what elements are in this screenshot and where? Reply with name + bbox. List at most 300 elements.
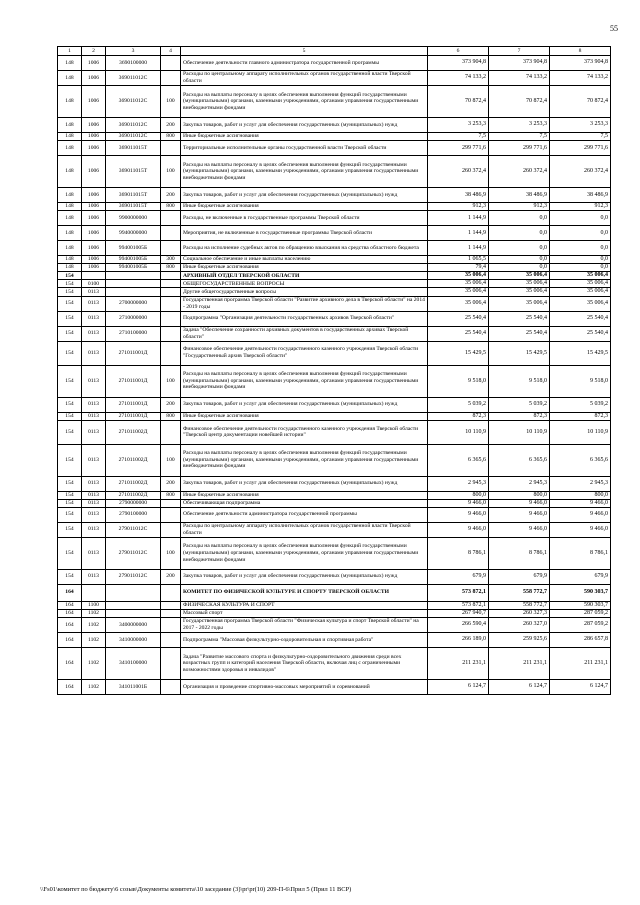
- cell-section-code: 1102: [82, 647, 106, 679]
- cell-section-code: [82, 584, 106, 601]
- cell-amount-year2: 9 466,0: [489, 522, 550, 537]
- cell-amount-year1: 260 372,4: [428, 156, 489, 188]
- cell-target-code: [106, 288, 161, 296]
- cell-expense-type: [161, 71, 181, 86]
- cell-expense-type: [161, 288, 181, 296]
- cell-description: Финансовое обеспечение деятельности государственного казенного учреждения Тверской области "Государственный архив Тверской области": [181, 341, 428, 365]
- cell-amount-year2: 260 327,3: [489, 609, 550, 617]
- cell-description: Закупка товаров, работ и услуг для обеспечения государственных (муниципальных) нужд: [181, 397, 428, 412]
- cell-amount-year1: 6 365,6: [428, 444, 489, 476]
- table-row: [58, 584, 611, 601]
- table-row: [58, 420, 611, 444]
- cell-admin-code: 148: [58, 133, 82, 141]
- cell-amount-year3: 6 365,6: [550, 444, 611, 476]
- cell-amount-year1: 38 486,9: [428, 188, 489, 203]
- cell-admin-code: 148: [58, 86, 82, 118]
- cell-target-code: [106, 609, 161, 617]
- cell-target-code: 369011012С: [106, 71, 161, 86]
- cell-amount-year3: 35 006,4: [550, 280, 611, 288]
- budget-table: [57, 46, 611, 695]
- cell-admin-code: 148: [58, 226, 82, 241]
- cell-expense-type: [161, 226, 181, 241]
- cell-target-code: 994001005Б: [106, 241, 161, 256]
- cell-admin-code: 154: [58, 326, 82, 341]
- table-row: [58, 609, 611, 617]
- cell-amount-year2: 800,0: [489, 491, 550, 499]
- cell-expense-type: 100: [161, 444, 181, 476]
- cell-expense-type: [161, 632, 181, 647]
- cell-description: Расходы на исполнение судебных актов по обращению взыскания на средства областного бюджета: [181, 241, 428, 256]
- cell-expense-type: 800: [161, 203, 181, 211]
- cell-amount-year3: 912,3: [550, 203, 611, 211]
- cell-amount-year1: 1 144,9: [428, 211, 489, 226]
- table-row: [58, 326, 611, 341]
- cell-admin-code: 148: [58, 56, 82, 71]
- cell-amount-year3: 211 231,1: [550, 647, 611, 679]
- cell-amount-year2: 373 904,8: [489, 56, 550, 71]
- cell-target-code: 271011002Д: [106, 491, 161, 499]
- cell-amount-year2: 35 006,4: [489, 272, 550, 280]
- cell-amount-year1: 74 133,2: [428, 71, 489, 86]
- cell-description: Обеспечивающая подпрограмма: [181, 499, 428, 507]
- cell-amount-year3: 7,5: [550, 133, 611, 141]
- cell-description: Иные бюджетные ассигнования: [181, 412, 428, 420]
- cell-section-code: 1006: [82, 241, 106, 256]
- cell-amount-year1: 266 189,0: [428, 632, 489, 647]
- table-row: [58, 491, 611, 499]
- cell-target-code: 3400000000: [106, 617, 161, 632]
- cell-section-code: 0113: [82, 326, 106, 341]
- cell-description: Расходы на выплаты персоналу в целях обеспечения выполнения функций государственными (муниципальными) органами, казенными учреждениями, органами управления государственными внебюджетными фондами: [181, 444, 428, 476]
- page-number: 55: [610, 24, 618, 33]
- cell-description: Иные бюджетные ассигнования: [181, 203, 428, 211]
- cell-amount-year3: 35 006,4: [550, 296, 611, 311]
- cell-target-code: 271011002Д: [106, 444, 161, 476]
- cell-amount-year2: 558 772,7: [489, 601, 550, 609]
- cell-amount-year3: 299 771,6: [550, 141, 611, 156]
- cell-amount-year2: 2 945,3: [489, 476, 550, 491]
- cell-target-code: 9900000000: [106, 211, 161, 226]
- cell-amount-year1: 3 253,3: [428, 118, 489, 133]
- col-header: 2: [82, 47, 106, 56]
- cell-section-code: 0113: [82, 412, 106, 420]
- cell-admin-code: 148: [58, 203, 82, 211]
- table-row: [58, 156, 611, 188]
- cell-amount-year1: 9 466,0: [428, 499, 489, 507]
- table-row: [58, 397, 611, 412]
- cell-amount-year3: 0,0: [550, 226, 611, 241]
- cell-target-code: 2790100000: [106, 507, 161, 522]
- cell-expense-type: [161, 272, 181, 280]
- cell-amount-year1: 6 124,7: [428, 679, 489, 694]
- cell-target-code: 994001005Б: [106, 264, 161, 272]
- cell-section-code: 1006: [82, 256, 106, 264]
- cell-target-code: 271011002Д: [106, 420, 161, 444]
- cell-section-code: 1102: [82, 679, 106, 694]
- cell-admin-code: 164: [58, 617, 82, 632]
- cell-target-code: 994001005Б: [106, 256, 161, 264]
- cell-amount-year2: 35 006,4: [489, 280, 550, 288]
- cell-admin-code: 148: [58, 118, 82, 133]
- table-row: [58, 71, 611, 86]
- table-row: [58, 296, 611, 311]
- cell-admin-code: 154: [58, 569, 82, 584]
- col-header: 3: [106, 47, 161, 56]
- cell-amount-year3: 0,0: [550, 264, 611, 272]
- cell-expense-type: [161, 522, 181, 537]
- cell-amount-year3: 70 872,4: [550, 86, 611, 118]
- cell-description: Другие общегосударственные вопросы: [181, 288, 428, 296]
- table-row: [58, 365, 611, 397]
- cell-description: Закупка товаров, работ и услуг для обеспечения государственных (муниципальных) нужд: [181, 476, 428, 491]
- table-row: [58, 647, 611, 679]
- cell-expense-type: 100: [161, 86, 181, 118]
- cell-admin-code: 154: [58, 280, 82, 288]
- cell-target-code: [106, 601, 161, 609]
- cell-amount-year1: 2 945,3: [428, 476, 489, 491]
- cell-amount-year3: 10 110,9: [550, 420, 611, 444]
- cell-amount-year2: 0,0: [489, 211, 550, 226]
- cell-amount-year1: 15 429,5: [428, 341, 489, 365]
- cell-description: Расходы на выплаты персоналу в целях обеспечения выполнения функций государственными (муниципальными) органами, казенными учреждениями, органами управления государственными внебюджетными фондами: [181, 86, 428, 118]
- cell-amount-year2: 9 466,0: [489, 499, 550, 507]
- table-row: [58, 679, 611, 694]
- cell-amount-year2: 260 372,4: [489, 156, 550, 188]
- cell-admin-code: 154: [58, 522, 82, 537]
- cell-admin-code: 154: [58, 507, 82, 522]
- cell-target-code: 279011012С: [106, 522, 161, 537]
- table-row: [58, 412, 611, 420]
- cell-admin-code: 154: [58, 272, 82, 280]
- cell-amount-year3: 9 466,0: [550, 507, 611, 522]
- cell-target-code: 369011015Т: [106, 188, 161, 203]
- cell-expense-type: 100: [161, 365, 181, 397]
- cell-amount-year2: 679,9: [489, 569, 550, 584]
- cell-amount-year3: 74 133,2: [550, 71, 611, 86]
- cell-amount-year2: 7,5: [489, 133, 550, 141]
- cell-amount-year3: 9 518,0: [550, 365, 611, 397]
- cell-section-code: 0113: [82, 476, 106, 491]
- cell-target-code: 9940000000: [106, 226, 161, 241]
- cell-amount-year2: 5 039,2: [489, 397, 550, 412]
- cell-expense-type: [161, 280, 181, 288]
- cell-expense-type: [161, 617, 181, 632]
- cell-expense-type: [161, 499, 181, 507]
- cell-expense-type: [161, 601, 181, 609]
- cell-admin-code: 154: [58, 420, 82, 444]
- cell-target-code: 369011012С: [106, 133, 161, 141]
- cell-expense-type: [161, 507, 181, 522]
- cell-section-code: 1102: [82, 609, 106, 617]
- cell-amount-year3: 679,9: [550, 569, 611, 584]
- cell-target-code: [106, 280, 161, 288]
- cell-admin-code: 164: [58, 601, 82, 609]
- cell-amount-year3: 25 540,4: [550, 311, 611, 326]
- cell-section-code: 1006: [82, 118, 106, 133]
- cell-amount-year2: 211 231,1: [489, 647, 550, 679]
- cell-admin-code: 154: [58, 288, 82, 296]
- cell-section-code: 0113: [82, 507, 106, 522]
- cell-admin-code: 148: [58, 241, 82, 256]
- cell-description: Государственная программа Тверской области "Развитие архивного дела в Тверской области" на 2014 - 2019 годы: [181, 296, 428, 311]
- cell-admin-code: 154: [58, 311, 82, 326]
- cell-admin-code: 154: [58, 412, 82, 420]
- cell-expense-type: [161, 141, 181, 156]
- cell-description: АРХИВНЫЙ ОТДЕЛ ТВЕРСКОЙ ОБЛАСТИ: [181, 272, 428, 280]
- cell-amount-year2: 35 006,4: [489, 296, 550, 311]
- cell-amount-year3: 25 540,4: [550, 326, 611, 341]
- table-row: [58, 507, 611, 522]
- cell-admin-code: 154: [58, 296, 82, 311]
- cell-admin-code: 148: [58, 188, 82, 203]
- cell-section-code: 1102: [82, 617, 106, 632]
- table-row: [58, 86, 611, 118]
- col-header: 7: [489, 47, 550, 56]
- cell-amount-year3: 8 786,1: [550, 537, 611, 569]
- table-row: [58, 601, 611, 609]
- cell-description: Задача "Обеспечение сохранности архивных документов в государственных архивах Тверской области": [181, 326, 428, 341]
- cell-description: Мероприятия, не включенные в государственные программы Тверской области: [181, 226, 428, 241]
- cell-amount-year3: 287 059,2: [550, 617, 611, 632]
- cell-amount-year3: 0,0: [550, 211, 611, 226]
- cell-amount-year2: 872,3: [489, 412, 550, 420]
- cell-amount-year1: 5 039,2: [428, 397, 489, 412]
- cell-expense-type: 200: [161, 569, 181, 584]
- cell-description: Социальное обеспечение и иные выплаты населению: [181, 256, 428, 264]
- table-row: [58, 499, 611, 507]
- cell-amount-year3: 590 303,7: [550, 584, 611, 601]
- cell-target-code: [106, 584, 161, 601]
- cell-expense-type: 200: [161, 397, 181, 412]
- table-row: [58, 617, 611, 632]
- cell-section-code: 1006: [82, 211, 106, 226]
- table-row: [58, 226, 611, 241]
- cell-admin-code: 154: [58, 537, 82, 569]
- cell-target-code: 3410000000: [106, 632, 161, 647]
- cell-section-code: 0113: [82, 522, 106, 537]
- cell-amount-year2: 10 110,9: [489, 420, 550, 444]
- cell-section-code: 0113: [82, 569, 106, 584]
- cell-description: Обеспечение деятельности администратора государственной программы: [181, 507, 428, 522]
- cell-amount-year2: 0,0: [489, 226, 550, 241]
- cell-target-code: 271011001Д: [106, 412, 161, 420]
- cell-amount-year2: 25 540,4: [489, 326, 550, 341]
- cell-admin-code: 154: [58, 365, 82, 397]
- cell-amount-year1: 1 144,9: [428, 226, 489, 241]
- cell-expense-type: 800: [161, 491, 181, 499]
- cell-section-code: 1006: [82, 156, 106, 188]
- cell-admin-code: 148: [58, 71, 82, 86]
- cell-admin-code: 154: [58, 397, 82, 412]
- cell-amount-year2: 25 540,4: [489, 311, 550, 326]
- cell-admin-code: 164: [58, 584, 82, 601]
- table-row: [58, 133, 611, 141]
- cell-target-code: 369011015Т: [106, 203, 161, 211]
- cell-admin-code: 148: [58, 264, 82, 272]
- cell-section-code: 1100: [82, 601, 106, 609]
- cell-amount-year1: 35 006,4: [428, 288, 489, 296]
- cell-amount-year2: 558 772,7: [489, 584, 550, 601]
- cell-description: Расходы на выплаты персоналу в целях обеспечения выполнения функций государственными (муниципальными) органами, казенными учреждениями, органами управления государственными внебюджетными фондами: [181, 365, 428, 397]
- cell-section-code: 0113: [82, 288, 106, 296]
- cell-admin-code: 164: [58, 632, 82, 647]
- col-header: 4: [161, 47, 181, 56]
- cell-description: Обеспечение деятельности главного администратора государственной программы: [181, 56, 428, 71]
- table-row: [58, 522, 611, 537]
- cell-amount-year1: 912,3: [428, 203, 489, 211]
- cell-amount-year2: 9 518,0: [489, 365, 550, 397]
- cell-description: Расходы по центральному аппарату исполнительных органов государственной власти Тверской области: [181, 522, 428, 537]
- cell-section-code: 0113: [82, 296, 106, 311]
- cell-description: Закупка товаров, работ и услуг для обеспечения государственных (муниципальных) нужд: [181, 569, 428, 584]
- cell-expense-type: 800: [161, 412, 181, 420]
- cell-amount-year3: 2 945,3: [550, 476, 611, 491]
- cell-admin-code: 148: [58, 141, 82, 156]
- cell-admin-code: 154: [58, 491, 82, 499]
- table-row: [58, 211, 611, 226]
- cell-section-code: 1102: [82, 632, 106, 647]
- cell-amount-year3: 9 466,0: [550, 522, 611, 537]
- cell-amount-year1: 25 540,4: [428, 311, 489, 326]
- cell-amount-year1: 8 786,1: [428, 537, 489, 569]
- cell-section-code: 1006: [82, 133, 106, 141]
- cell-description: Иные бюджетные ассигнования: [181, 133, 428, 141]
- cell-amount-year1: 9 518,0: [428, 365, 489, 397]
- cell-amount-year3: 6 124,7: [550, 679, 611, 694]
- cell-description: Расходы на выплаты персоналу в целях обеспечения выполнения функций государственными (муниципальными) органами, казенными учреждениями, органами управления государственными внебюджетными фондами: [181, 156, 428, 188]
- table-row: [58, 188, 611, 203]
- cell-description: Расходы, не включенные в государственные программы Тверской области: [181, 211, 428, 226]
- table-row: [58, 632, 611, 647]
- cell-amount-year2: 70 872,4: [489, 86, 550, 118]
- cell-expense-type: [161, 584, 181, 601]
- cell-amount-year1: 267 940,7: [428, 609, 489, 617]
- cell-expense-type: [161, 679, 181, 694]
- cell-admin-code: 164: [58, 679, 82, 694]
- cell-amount-year1: 1 144,9: [428, 241, 489, 256]
- cell-section-code: 0113: [82, 365, 106, 397]
- cell-admin-code: 154: [58, 476, 82, 491]
- cell-expense-type: [161, 326, 181, 341]
- table-row: [58, 280, 611, 288]
- cell-expense-type: 200: [161, 188, 181, 203]
- cell-expense-type: [161, 211, 181, 226]
- cell-expense-type: 100: [161, 537, 181, 569]
- cell-target-code: 369011015Т: [106, 141, 161, 156]
- cell-admin-code: 164: [58, 609, 82, 617]
- cell-amount-year1: 35 006,4: [428, 272, 489, 280]
- cell-amount-year2: 0,0: [489, 241, 550, 256]
- cell-target-code: 271011001Д: [106, 341, 161, 365]
- col-header: 1: [58, 47, 82, 56]
- table-row: [58, 569, 611, 584]
- cell-description: Расходы на выплаты персоналу в целях обеспечения выполнения функций государственными (муниципальными) органами, казенными учреждениями, органами управления государственными внебюджетными фондами: [181, 537, 428, 569]
- cell-section-code: [82, 272, 106, 280]
- cell-description: Массовый спорт: [181, 609, 428, 617]
- cell-amount-year3: 0,0: [550, 256, 611, 264]
- table-row: [58, 476, 611, 491]
- cell-amount-year2: 6 124,7: [489, 679, 550, 694]
- cell-expense-type: 100: [161, 156, 181, 188]
- cell-amount-year2: 0,0: [489, 264, 550, 272]
- cell-section-code: 0113: [82, 499, 106, 507]
- cell-amount-year3: 9 466,0: [550, 499, 611, 507]
- cell-amount-year1: 679,9: [428, 569, 489, 584]
- cell-description: ОБЩЕГОСУДАРСТВЕННЫЕ ВОПРОСЫ: [181, 280, 428, 288]
- cell-expense-type: [161, 241, 181, 256]
- cell-section-code: 0113: [82, 491, 106, 499]
- cell-amount-year2: 15 429,5: [489, 341, 550, 365]
- cell-amount-year3: 3 253,3: [550, 118, 611, 133]
- table-row: [58, 537, 611, 569]
- file-path-footer: \\Fs01\комитет по бюджету\6 созыв\Документы комитета\10 заседание (3)\pr\pr(10) 209-П-6\Прил 5 (Прил 11 ВСР): [40, 886, 352, 893]
- table-row: [58, 288, 611, 296]
- cell-amount-year2: 6 365,6: [489, 444, 550, 476]
- cell-amount-year1: 79,4: [428, 264, 489, 272]
- cell-section-code: 1006: [82, 203, 106, 211]
- cell-amount-year3: 590 303,7: [550, 601, 611, 609]
- cell-expense-type: [161, 296, 181, 311]
- cell-amount-year1: 7,5: [428, 133, 489, 141]
- cell-target-code: 279011012С: [106, 569, 161, 584]
- cell-expense-type: 800: [161, 264, 181, 272]
- cell-amount-year1: 70 872,4: [428, 86, 489, 118]
- cell-description: Подпрограмма "Массовая физкультурно-оздоровительная и спортивная работа": [181, 632, 428, 647]
- cell-description: Государственная программа Тверской области "Физическая культура и спорт Тверской области" на 2017 - 2022 годы: [181, 617, 428, 632]
- cell-expense-type: 800: [161, 133, 181, 141]
- cell-amount-year3: 286 657,8: [550, 632, 611, 647]
- cell-amount-year2: 299 771,6: [489, 141, 550, 156]
- cell-amount-year1: 373 904,8: [428, 56, 489, 71]
- cell-description: КОМИТЕТ ПО ФИЗИЧЕСКОЙ КУЛЬТУРЕ И СПОРТУ ТВЕРСКОЙ ОБЛАСТИ: [181, 584, 428, 601]
- cell-amount-year2: 35 006,4: [489, 288, 550, 296]
- cell-description: Подпрограмма "Организация деятельности государственных архивов Тверской области": [181, 311, 428, 326]
- cell-admin-code: 154: [58, 341, 82, 365]
- cell-amount-year3: 800,0: [550, 491, 611, 499]
- cell-target-code: 2700000000: [106, 296, 161, 311]
- cell-amount-year2: 260 327,0: [489, 617, 550, 632]
- cell-target-code: 341011001Б: [106, 679, 161, 694]
- cell-amount-year3: 15 429,5: [550, 341, 611, 365]
- cell-amount-year3: 35 006,4: [550, 272, 611, 280]
- cell-section-code: 1006: [82, 188, 106, 203]
- col-header: 5: [181, 47, 428, 56]
- cell-target-code: 369011015Т: [106, 156, 161, 188]
- cell-amount-year1: 10 110,9: [428, 420, 489, 444]
- cell-amount-year2: 912,3: [489, 203, 550, 211]
- cell-admin-code: 154: [58, 444, 82, 476]
- table-row: [58, 272, 611, 280]
- cell-description: ФИЗИЧЕСКАЯ КУЛЬТУРА И СПОРТ: [181, 601, 428, 609]
- cell-section-code: 0113: [82, 537, 106, 569]
- cell-section-code: 0113: [82, 420, 106, 444]
- cell-amount-year1: 266 590,4: [428, 617, 489, 632]
- cell-target-code: 271011001Д: [106, 365, 161, 397]
- cell-target-code: 2790000000: [106, 499, 161, 507]
- cell-expense-type: [161, 420, 181, 444]
- cell-amount-year1: 9 466,0: [428, 522, 489, 537]
- cell-amount-year1: 211 231,1: [428, 647, 489, 679]
- cell-amount-year2: 3 253,3: [489, 118, 550, 133]
- cell-target-code: 369011012С: [106, 118, 161, 133]
- cell-amount-year2: 259 925,6: [489, 632, 550, 647]
- cell-amount-year1: 25 540,4: [428, 326, 489, 341]
- cell-admin-code: 164: [58, 647, 82, 679]
- cell-amount-year1: 9 466,0: [428, 507, 489, 522]
- cell-admin-code: 148: [58, 256, 82, 264]
- table-row: [58, 311, 611, 326]
- cell-amount-year3: 872,3: [550, 412, 611, 420]
